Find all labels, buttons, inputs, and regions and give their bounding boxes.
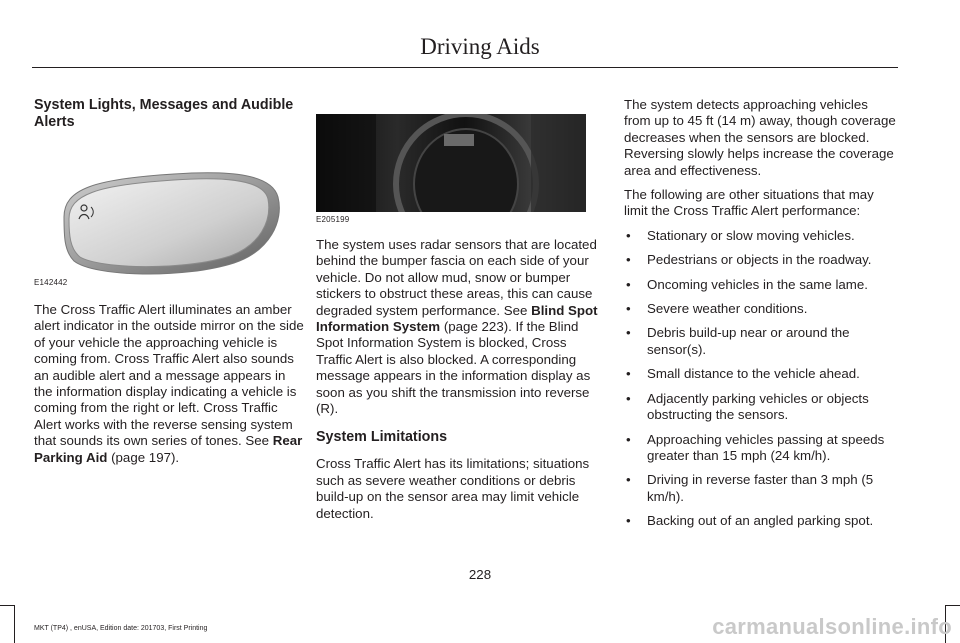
sensor-photo (316, 114, 586, 212)
paragraph-detection-range: The system detects approaching vehicles from up to 45 ft (14 m) away, though coverage decreases when the sensors are blocked. Reversing slowly helps increase the coverage area and effectiveness. (624, 97, 896, 178)
column-2 (316, 97, 601, 530)
page-number: 228 (468, 567, 492, 582)
figure-code: E205199 (316, 215, 350, 224)
crop-mark (14, 605, 15, 643)
list-item: • Pedestrians or objects in the roadway. (624, 252, 896, 268)
paragraph-limitations: Cross Traffic Alert has its limitations; situations such as severe weather conditions or debris build-up on the sensor area may limit vehicle detection. (316, 456, 590, 521)
section-heading-system-limitations: System Limitations (316, 429, 448, 446)
figure-code: E142442 (34, 278, 68, 287)
column-3 (624, 97, 896, 538)
edition-footer: MKT (TP4) , enUSA, Edition date: 201703, First Printing (34, 625, 208, 632)
list-item: • Backing out of an angled parking spot. (624, 513, 896, 529)
list-item: • Small distance to the vehicle ahead. (624, 366, 896, 382)
paragraph-radar-sensors: The system uses radar sensors that are located behind the bumper fascia on each side of your vehicle. Do not allow mud, snow or bumper stickers to obstruct these areas, this can cause degraded system performance. See Blind Spot Information System (page 223). If the Blind Spot Information System is blocked, Cross Traffic Alert is also blocked. A corresponding message appears in the information display as soon as you shift the transmission into reverse (R). (316, 237, 598, 417)
list-item: • Adjacently parking vehicles or objects obstructing the sensors. (624, 391, 896, 424)
crop-mark (946, 605, 960, 606)
list-item: • Driving in reverse faster than 3 mph (5 km/h). (624, 472, 896, 505)
link-blind-spot-information-system[interactable]: Blind Spot Information System (316, 302, 598, 335)
header-rule (32, 67, 898, 68)
list-item: • Oncoming vehicles in the same lame. (624, 277, 896, 293)
list-item: • Stationary or slow moving vehicles. (624, 228, 896, 244)
mirror-illustration (34, 139, 306, 287)
list-item: • Debris build-up near or around the sensor(s). (624, 325, 896, 358)
list-item: • Severe weather conditions. (624, 301, 896, 317)
watermark: carmanualsonline.info (712, 614, 952, 639)
paragraph-cross-traffic-alert: The Cross Traffic Alert illuminates an amber alert indicator in the outside mirror on the side of your vehicle the approaching vehicle is coming from. Cross Traffic Alert also sounds an audible alert and a message appears in the information display indicating a vehicle is coming from the right or left. Cross Traffic Alert works with the reverse sensing system that sounds its own series of tones. See Rear Parking Aid (page 197). (34, 302, 304, 465)
sensor-figure (316, 114, 587, 234)
section-heading-system-lights: System Lights, Messages and Audible Alerts (34, 97, 294, 130)
paragraph-other-situations: The following are other situations that may limit the Cross Traffic Alert performance: (624, 187, 874, 219)
crop-mark (0, 605, 14, 606)
page-title: Driving Aids (420, 34, 540, 59)
list-item: • Approaching vehicles passing at speeds greater than 15 mph (24 km/h). (624, 432, 896, 465)
mirror-figure (34, 139, 306, 287)
column-1 (34, 97, 306, 474)
limitations-list (624, 228, 896, 530)
link-rear-parking-aid[interactable]: Rear Parking Aid (34, 433, 303, 465)
